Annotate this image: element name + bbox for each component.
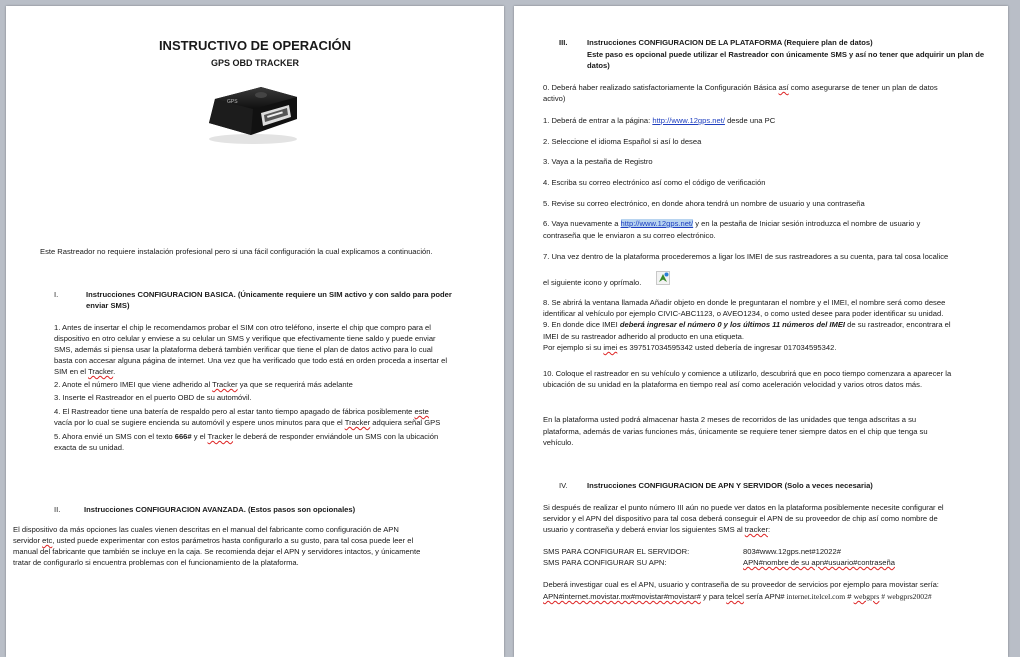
- platform-step-10-line-2: ubicación de su unidad en la plataforma en tiempo real así como aceleración velocidad y varios otros datos más.: [543, 380, 923, 389]
- sec3-heading: Instrucciones CONFIGURACION DE LA PLATAFORMA (Requiere plan de datos): [587, 38, 873, 47]
- basic-step-1-line-5: SIM en el Tracker.: [54, 367, 116, 376]
- gps-tracker-device-image: [201, 79, 303, 145]
- platform-note-line-1: En la plataforma usted podrá almacenar hasta 2 meses de recorridos de las unidades que tenga adscritas a su: [543, 415, 917, 424]
- doc-subtitle: GPS OBD TRACKER: [210, 58, 299, 68]
- platform-step-6-line-2: contraseña que le enviaron a su correo electrónico.: [543, 231, 716, 240]
- basic-step-1-line-4: basta con accesar alguna página de internet. Una vez que ha verificado que todo está en orden proceda a insertar el: [54, 356, 448, 365]
- sms-server-value: 803#www.12gps.net#12022#: [743, 547, 841, 556]
- platform-note-line-3: vehículo.: [543, 438, 574, 447]
- platform-step-7-line-2: el siguiente icono y oprímalo.: [543, 278, 642, 287]
- platform-link-2[interactable]: http://www.12gps.net/: [620, 219, 694, 228]
- sec3-subheading-line-1: Este paso es opcional puede utilizar el Rastreador con únicamente SMS y así no tener que adquirir un plan de: [587, 50, 985, 59]
- platform-step-0-line-1: 0. Deberá haber realizado satisfactoriamente la Configuración Básica así como asegurarse de tener un plan de datos: [543, 83, 938, 92]
- add-object-icon: [656, 271, 670, 285]
- basic-step-3: 3. Inserte el Rastreador en el puerto OBD de su automóvil.: [54, 393, 252, 402]
- basic-step-4-line-1: 4. El Rastreador tiene una batería de respaldo pero al estar tanto tiempo apagado de fábrica posiblemente este: [54, 407, 429, 416]
- intro-text: Este Rastreador no requiere instalación profesional pero si una fácil configuración la cual explicamos a continuación.: [40, 247, 433, 256]
- apn-line-1: Si después de realizar el punto número III aún no puede ver datos en la plataforma posiblemente necesite configurar el: [543, 503, 944, 512]
- platform-link-1[interactable]: http://www.12gps.net/: [652, 116, 725, 125]
- doc-title: INSTRUCTIVO DE OPERACIÓN: [158, 38, 352, 53]
- apn-example-line-1: Deberá investigar cual es el APN, usuario y contraseña de su proveedor de servicios por ejemplo para movistar sería:: [543, 580, 939, 589]
- platform-step-5: 5. Revise su correo electrónico, en donde ahora tendrá un nombre de usuario y una contraseña: [543, 199, 865, 208]
- platform-step-8-line-2: identificar al vehículo por ejemplo CIVIC-ABC1123, o AVEO1234, o como usted desee para poder identificar su unidad.: [543, 309, 944, 318]
- apn-line-3: usuario y contraseña y deberá enviar los siguientes SMS al tracker:: [543, 525, 771, 534]
- basic-step-1-line-2: dispositivo en otro celular y enviese a su celular un SMS y verifique que efectivamente tiene saldo y puede enviar: [54, 334, 436, 343]
- platform-note-line-2: plataforma, además de varias funciones más, únicamente se requiere tener siempre datos en el chip que tenga su: [543, 427, 928, 436]
- sec2-heading: Instrucciones CONFIGURACION AVANZADA. (Estos pasos son opcionales): [84, 505, 356, 514]
- basic-step-5-line-2: exacta de su unidad.: [54, 443, 125, 452]
- basic-step-4-line-2: vacía por lo cual se sugiere encienda su automóvil y espere unos minutos para que el Tracker adquiera señal GPS: [54, 418, 441, 427]
- sec3-subheading-line-2: datos): [587, 61, 610, 70]
- platform-step-10-line-1: 10. Coloque el rastreador en su vehículo y comience a utilizarlo, descubrirá que en poco tiempo comenzara a aparecer la: [543, 369, 952, 378]
- apn-example-line-2: APN#internet.movistar.mx#movistar#movistar# y para telcel sería APN# internet.itelcel.com # webgprs # webgprs2002#: [543, 592, 932, 601]
- basic-step-1-line-1: 1. Antes de insertar el chip le recomendamos probar el SIM con otro teléfono, inserte el chip que compro para el: [54, 323, 431, 332]
- sec4-number: IV.: [559, 481, 568, 490]
- platform-step-4: 4. Escriba su correo electrónico así como el código de verificación: [543, 178, 766, 187]
- platform-step-0-line-2: activo): [543, 94, 566, 103]
- basic-step-2: 2. Anote el número IMEI que viene adherido al Tracker ya que se requerirá más adelante: [54, 380, 353, 389]
- sec1-number: I.: [54, 290, 59, 299]
- device-logo-text: GPS: [227, 99, 238, 105]
- sms-apn-value: APN#nombre de su apn#usuario#contraseña: [743, 558, 895, 567]
- platform-step-9-line-1: 9. En donde dice IMEI deberá ingresar el número 0 y los últimos 11 números del IMEI de su rastreador, encontrara el: [543, 320, 951, 329]
- basic-step-5-line-1: 5. Ahora envié un SMS con el texto 666# y el Tracker le deberá de responder enviándole un SMS con la ubicación: [54, 432, 439, 441]
- apn-line-2: servidor y el APN del dispositivo para tal cosa deberá conseguir el APN de su proveedor de chip así como nombre de: [543, 514, 938, 523]
- platform-step-8-line-1: 8. Se abrirá la ventana llamada Añadir objeto en donde le preguntaran el nombre y el IMEI, el nombre será como desee: [543, 298, 946, 307]
- document-page-1: [6, 6, 504, 657]
- sms-apn-label: SMS PARA CONFIGURAR SU APN:: [543, 558, 667, 567]
- platform-step-9-line-2: IMEI de su rastreador adherido al producto en una etiqueta.: [543, 332, 744, 341]
- sec1-heading-cont: enviar SMS): [86, 301, 130, 310]
- basic-step-1-line-3: SMS, además si piensa usar la plataforma deberá también verificar que tiene el plan de datos activo para lo cual: [54, 345, 433, 354]
- sms-server-label: SMS PARA CONFIGURAR EL SERVIDOR:: [543, 547, 690, 556]
- platform-step-2: 2. Seleccione el idioma Español si así lo desea: [543, 137, 702, 146]
- sec4-heading: Instrucciones CONFIGURACION DE APN Y SERVIDOR (Solo a veces necesaria): [587, 481, 873, 490]
- advanced-line-1: El dispositivo da más opciones las cuales vienen descritas en el manual del fabricante como configuración de APN: [13, 525, 399, 534]
- platform-step-1: 1. Deberá de entrar a la página: http://www.12gps.net/ desde una PC: [543, 116, 776, 125]
- platform-step-6-line-1: 6. Vaya nuevamente a http://www.12gps.net/ y en la pestaña de Iniciar sesión introduzca el nombre de usuario y: [543, 219, 921, 228]
- document-page-2: [514, 6, 1008, 657]
- advanced-line-2: servidor etc, usted puede experimentar con estos parámetros hasta configurarlo a su gusto, para tal cosa puede leer el: [13, 536, 414, 545]
- platform-step-7-line-1: 7. Una vez dentro de la plataforma procederemos a ligar los IMEI de sus rastreadores a su cuenta, para tal cosa localice: [543, 252, 949, 261]
- advanced-line-3: manual del fabricante que también se incluye en la caja. Se recomienda dejar el APN y servidores intactos, y únicamente: [13, 547, 421, 556]
- sec3-number: III.: [559, 38, 568, 47]
- sec1-heading: Instrucciones CONFIGURACION BASICA. (Únicamente requiere un SIM activo y con saldo para poder: [86, 290, 452, 299]
- advanced-line-4: tratar de configurarlo si encuentra problemas con el funcionamiento de la plataforma.: [13, 558, 299, 567]
- platform-step-3: 3. Vaya a la pestaña de Registro: [543, 157, 653, 166]
- platform-step-9-line-3: Por ejemplo si su imei es 397517034595342 usted debería de ingresar 017034595342.: [543, 343, 837, 352]
- sec2-number: II.: [54, 505, 61, 514]
